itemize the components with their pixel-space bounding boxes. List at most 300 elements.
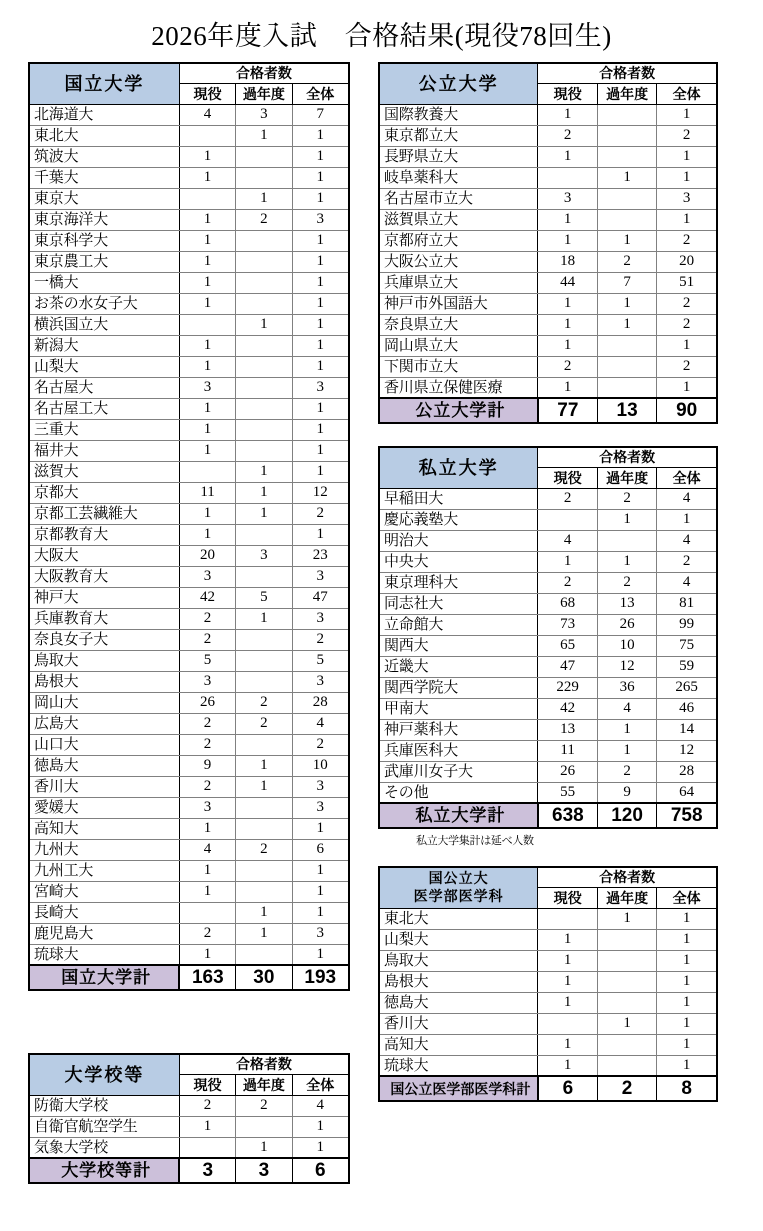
row-current-count: 1 [538, 314, 597, 335]
row-past-count [236, 167, 292, 188]
row-university-name: 愛媛大 [29, 797, 179, 818]
row-university-name: 横浜国立大 [29, 314, 179, 335]
row-university-name: 関西大 [379, 635, 538, 656]
table-row [379, 740, 717, 761]
table-row [379, 488, 717, 509]
row-past-count: 2 [597, 488, 656, 509]
row-past-count: 3 [236, 104, 292, 125]
row-university-name: 高知大 [29, 818, 179, 839]
row-current-count: 42 [538, 698, 597, 719]
row-past-count: 2 [236, 839, 292, 860]
row-past-count [236, 419, 292, 440]
table-row [379, 1034, 717, 1055]
row-total-count: 28 [292, 692, 349, 713]
row-current-count: 1 [179, 818, 235, 839]
row-university-name: 香川大 [379, 1013, 538, 1034]
row-university-name: 慶応義塾大 [379, 509, 538, 530]
table-row [29, 818, 349, 839]
table-row [379, 188, 717, 209]
row-total-count: 20 [657, 251, 717, 272]
row-current-count: 1 [179, 293, 235, 314]
academy-table [28, 1053, 350, 1184]
row-current-count: 1 [538, 551, 597, 572]
row-current-count: 47 [538, 656, 597, 677]
row-total-count: 1 [292, 314, 349, 335]
total-overall: 193 [292, 965, 349, 990]
row-total-count: 1 [292, 356, 349, 377]
row-total-count: 3 [292, 608, 349, 629]
row-past-count: 1 [236, 923, 292, 944]
row-current-count: 1 [538, 929, 597, 950]
row-university-name: 関西学院大 [379, 677, 538, 698]
row-current-count: 1 [179, 209, 235, 230]
row-total-count: 3 [292, 671, 349, 692]
subheader-current: 現役 [179, 83, 235, 104]
row-current-count: 44 [538, 272, 597, 293]
table-row [29, 923, 349, 944]
row-total-count: 1 [292, 1116, 349, 1137]
row-university-name: 東京農工大 [29, 251, 179, 272]
row-university-name: 山口大 [29, 734, 179, 755]
row-current-count: 73 [538, 614, 597, 635]
row-past-count: 2 [236, 1095, 292, 1116]
table-row [29, 629, 349, 650]
table-row [29, 398, 349, 419]
row-university-name: 京都工芸繊維大 [29, 503, 179, 524]
table-row [29, 104, 349, 125]
row-past-count: 1 [236, 608, 292, 629]
row-total-count: 12 [292, 482, 349, 503]
row-current-count: 2 [179, 776, 235, 797]
row-total-count: 4 [292, 1095, 349, 1116]
subheader-total: 全体 [657, 887, 717, 908]
row-past-count [236, 566, 292, 587]
row-past-count: 1 [236, 776, 292, 797]
table-row [29, 524, 349, 545]
public-table-foot [379, 398, 717, 423]
row-past-count: 1 [597, 167, 656, 188]
bottom-left-column [28, 1053, 350, 1184]
row-past-count: 2 [597, 572, 656, 593]
row-current-count: 2 [179, 923, 235, 944]
table-row [379, 929, 717, 950]
row-university-name: 鳥取大 [29, 650, 179, 671]
table-row [379, 509, 717, 530]
row-total-count: 46 [657, 698, 717, 719]
row-current-count: 1 [179, 356, 235, 377]
row-total-count: 28 [657, 761, 717, 782]
total-past: 13 [597, 398, 656, 423]
row-past-count: 1 [597, 293, 656, 314]
table-row [29, 944, 349, 965]
table-row [29, 650, 349, 671]
table-row [29, 692, 349, 713]
row-current-count: 4 [538, 530, 597, 551]
row-total-count: 1 [292, 167, 349, 188]
row-total-count: 51 [657, 272, 717, 293]
table-row [379, 992, 717, 1013]
table-row [379, 698, 717, 719]
row-total-count: 1 [657, 929, 717, 950]
row-current-count: 65 [538, 635, 597, 656]
row-total-count: 2 [657, 293, 717, 314]
row-university-name: 東京大 [29, 188, 179, 209]
total-label: 公立大学計 [379, 398, 538, 423]
row-university-name: 神戸大 [29, 587, 179, 608]
row-current-count: 4 [179, 839, 235, 860]
table-row [29, 671, 349, 692]
row-university-name: 奈良県立大 [379, 314, 538, 335]
row-total-count: 2 [292, 503, 349, 524]
row-total-count: 1 [292, 944, 349, 965]
row-university-name: 千葉大 [29, 167, 179, 188]
row-university-name: 大阪教育大 [29, 566, 179, 587]
row-current-count: 1 [179, 440, 235, 461]
row-university-name: 琉球大 [29, 944, 179, 965]
row-current-count: 2 [179, 608, 235, 629]
row-past-count: 4 [597, 698, 656, 719]
row-past-count [236, 377, 292, 398]
row-total-count: 1 [292, 881, 349, 902]
row-total-count: 1 [292, 335, 349, 356]
row-current-count: 26 [179, 692, 235, 713]
total-label: 私立大学計 [379, 803, 538, 828]
group-header-pass-count: 合格者数 [538, 447, 717, 467]
group-header-pass-count: 合格者数 [179, 1054, 349, 1074]
medical-table-title [379, 867, 538, 908]
row-past-count: 2 [597, 251, 656, 272]
row-university-name: 同志社大 [379, 593, 538, 614]
table-row [29, 293, 349, 314]
table-row [379, 614, 717, 635]
row-current-count: 3 [179, 671, 235, 692]
national-table-foot [29, 965, 349, 990]
row-past-count [236, 440, 292, 461]
row-current-count: 2 [179, 734, 235, 755]
row-total-count: 1 [292, 125, 349, 146]
row-past-count: 1 [236, 755, 292, 776]
table-row [29, 230, 349, 251]
row-past-count [236, 251, 292, 272]
row-current-count [179, 461, 235, 482]
medical-department-table [378, 866, 718, 1102]
row-university-name: 東京科学大 [29, 230, 179, 251]
row-current-count: 1 [538, 950, 597, 971]
table-row [29, 146, 349, 167]
national-table-body [29, 104, 349, 965]
row-university-name: 早稲田大 [379, 488, 538, 509]
medical-title-line2: 医学部医学科 [413, 887, 504, 904]
table-row [29, 125, 349, 146]
table-row [29, 587, 349, 608]
row-total-count: 1 [292, 1137, 349, 1158]
row-university-name: 立命館大 [379, 614, 538, 635]
subheader-current: 現役 [538, 83, 597, 104]
row-current-count: 1 [179, 167, 235, 188]
row-university-name: 香川県立保健医療 [379, 377, 538, 398]
medical-title-line1: 国公立大 [428, 870, 489, 887]
row-university-name: 明治大 [379, 530, 538, 551]
row-past-count: 3 [236, 545, 292, 566]
row-past-count [236, 944, 292, 965]
row-past-count: 10 [597, 635, 656, 656]
row-total-count: 3 [292, 209, 349, 230]
row-past-count [597, 104, 656, 125]
row-current-count: 1 [538, 992, 597, 1013]
row-university-name: 神戸薬科大 [379, 719, 538, 740]
row-current-count: 68 [538, 593, 597, 614]
table-gap-spacer [378, 848, 718, 866]
national-table-title: 国立大学 [29, 63, 179, 104]
table-row [29, 377, 349, 398]
row-past-count: 13 [597, 593, 656, 614]
row-total-count: 23 [292, 545, 349, 566]
row-past-count: 9 [597, 782, 656, 803]
row-current-count: 11 [179, 482, 235, 503]
row-past-count: 1 [597, 1013, 656, 1034]
row-current-count: 9 [179, 755, 235, 776]
row-total-count: 3 [292, 923, 349, 944]
total-current: 77 [538, 398, 597, 423]
table-row [379, 251, 717, 272]
private-table-title: 私立大学 [379, 447, 538, 488]
row-past-count: 1 [236, 503, 292, 524]
total-past: 120 [597, 803, 656, 828]
total-current: 3 [179, 1158, 235, 1183]
table-row [29, 167, 349, 188]
public-table-head [379, 63, 717, 104]
table-row [29, 251, 349, 272]
row-past-count: 2 [236, 713, 292, 734]
row-university-name: 東北大 [379, 908, 538, 929]
row-current-count: 1 [538, 209, 597, 230]
row-total-count: 1 [657, 335, 717, 356]
row-university-name: 岡山大 [29, 692, 179, 713]
row-past-count [597, 992, 656, 1013]
academy-table-body [29, 1095, 349, 1158]
row-current-count: 1 [538, 104, 597, 125]
row-university-name: その他 [379, 782, 538, 803]
row-university-name: 東京都立大 [379, 125, 538, 146]
row-total-count: 1 [292, 461, 349, 482]
row-university-name: 自衛官航空学生 [29, 1116, 179, 1137]
row-past-count [597, 335, 656, 356]
table-row [379, 356, 717, 377]
row-total-count: 1 [292, 188, 349, 209]
row-total-count: 10 [292, 755, 349, 776]
row-total-count: 1 [292, 146, 349, 167]
row-total-count: 2 [657, 314, 717, 335]
medical-table-head [379, 867, 717, 908]
table-row [379, 1013, 717, 1034]
row-total-count: 14 [657, 719, 717, 740]
row-current-count: 1 [538, 1055, 597, 1076]
subheader-total: 全体 [292, 1074, 349, 1095]
table-row [379, 551, 717, 572]
row-university-name: 広島大 [29, 713, 179, 734]
row-current-count [538, 1013, 597, 1034]
row-university-name: 福井大 [29, 440, 179, 461]
table-row [29, 797, 349, 818]
row-university-name: 山梨大 [379, 929, 538, 950]
total-current: 6 [538, 1076, 597, 1101]
row-current-count: 1 [538, 146, 597, 167]
subheader-past: 過年度 [236, 1074, 292, 1095]
row-past-count [236, 734, 292, 755]
row-university-name: 三重大 [29, 419, 179, 440]
public-university-table [378, 62, 718, 424]
table-row [29, 860, 349, 881]
row-university-name: 一橋大 [29, 272, 179, 293]
table-row [379, 782, 717, 803]
row-total-count: 1 [657, 1034, 717, 1055]
row-total-count: 1 [657, 950, 717, 971]
table-row [379, 908, 717, 929]
row-total-count: 1 [292, 230, 349, 251]
private-table-body [379, 488, 717, 803]
table-row [29, 188, 349, 209]
row-current-count: 1 [179, 230, 235, 251]
total-past: 3 [236, 1158, 292, 1183]
row-total-count: 6 [292, 839, 349, 860]
row-past-count: 1 [597, 719, 656, 740]
row-past-count [236, 146, 292, 167]
table-row [379, 335, 717, 356]
row-total-count: 4 [657, 488, 717, 509]
row-current-count: 2 [179, 629, 235, 650]
row-total-count: 1 [657, 104, 717, 125]
row-current-count: 11 [538, 740, 597, 761]
row-university-name: 琉球大 [379, 1055, 538, 1076]
row-total-count: 3 [292, 377, 349, 398]
row-past-count [597, 1034, 656, 1055]
row-total-count: 1 [292, 272, 349, 293]
row-past-count [236, 881, 292, 902]
row-past-count [597, 146, 656, 167]
table-row [29, 902, 349, 923]
row-past-count [236, 671, 292, 692]
table-row [379, 719, 717, 740]
table-row [379, 572, 717, 593]
row-university-name: 高知大 [379, 1034, 538, 1055]
row-current-count: 18 [538, 251, 597, 272]
row-university-name: 甲南大 [379, 698, 538, 719]
national-university-table [28, 62, 350, 991]
row-total-count: 75 [657, 635, 717, 656]
table-row [379, 209, 717, 230]
public-table-title: 公立大学 [379, 63, 538, 104]
table-row [379, 677, 717, 698]
row-current-count: 1 [179, 146, 235, 167]
private-table-foot [379, 803, 717, 828]
row-past-count: 1 [597, 314, 656, 335]
row-total-count: 64 [657, 782, 717, 803]
row-past-count [597, 209, 656, 230]
table-row [29, 776, 349, 797]
row-university-name: 名古屋工大 [29, 398, 179, 419]
row-total-count: 59 [657, 656, 717, 677]
group-header-pass-count: 合格者数 [538, 63, 717, 83]
total-current: 163 [179, 965, 235, 990]
row-university-name: 徳島大 [29, 755, 179, 776]
row-total-count: 2 [657, 230, 717, 251]
total-overall: 6 [292, 1158, 349, 1183]
row-university-name: 東京海洋大 [29, 209, 179, 230]
row-current-count: 1 [538, 230, 597, 251]
subheader-current: 現役 [538, 887, 597, 908]
row-total-count: 1 [292, 419, 349, 440]
row-current-count: 1 [179, 1116, 235, 1137]
table-row [379, 635, 717, 656]
row-current-count: 3 [179, 566, 235, 587]
row-total-count: 7 [292, 104, 349, 125]
table-row [379, 272, 717, 293]
row-total-count: 1 [657, 167, 717, 188]
row-university-name: 滋賀県立大 [379, 209, 538, 230]
private-university-table [378, 446, 718, 829]
row-past-count [236, 230, 292, 251]
row-past-count: 1 [236, 902, 292, 923]
row-total-count: 1 [292, 902, 349, 923]
row-university-name: 宮崎大 [29, 881, 179, 902]
row-past-count [597, 950, 656, 971]
table-row [379, 314, 717, 335]
academy-table-foot [29, 1158, 349, 1183]
private-table-note: 私立大学集計は延べ人数 [416, 835, 534, 847]
row-total-count: 1 [657, 509, 717, 530]
row-past-count [236, 860, 292, 881]
table-row [29, 503, 349, 524]
row-university-name: 国際教養大 [379, 104, 538, 125]
subheader-past: 過年度 [597, 467, 656, 488]
row-current-count [179, 314, 235, 335]
row-university-name: 下関市立大 [379, 356, 538, 377]
table-total-row [379, 1076, 717, 1101]
table-row [379, 146, 717, 167]
table-row [29, 755, 349, 776]
subheader-past: 過年度 [597, 83, 656, 104]
row-total-count: 1 [292, 524, 349, 545]
row-past-count [597, 929, 656, 950]
table-row [29, 419, 349, 440]
total-label: 国公立医学部医学科計 [379, 1076, 538, 1101]
row-current-count: 2 [179, 1095, 235, 1116]
table-row [29, 608, 349, 629]
table-row [29, 314, 349, 335]
row-total-count: 1 [292, 398, 349, 419]
row-current-count: 13 [538, 719, 597, 740]
table-row [29, 839, 349, 860]
row-current-count: 1 [179, 335, 235, 356]
row-university-name: 奈良女子大 [29, 629, 179, 650]
row-past-count [236, 629, 292, 650]
row-past-count: 5 [236, 587, 292, 608]
row-university-name: 京都教育大 [29, 524, 179, 545]
table-row [29, 209, 349, 230]
row-total-count: 2 [292, 734, 349, 755]
table-row [379, 761, 717, 782]
group-header-pass-count: 合格者数 [538, 867, 717, 887]
row-current-count [179, 902, 235, 923]
row-past-count: 26 [597, 614, 656, 635]
row-total-count: 1 [657, 908, 717, 929]
row-total-count: 4 [657, 530, 717, 551]
row-university-name: 徳島大 [379, 992, 538, 1013]
row-current-count: 2 [179, 713, 235, 734]
row-university-name: 中央大 [379, 551, 538, 572]
subheader-total: 全体 [292, 83, 349, 104]
row-total-count: 2 [657, 551, 717, 572]
